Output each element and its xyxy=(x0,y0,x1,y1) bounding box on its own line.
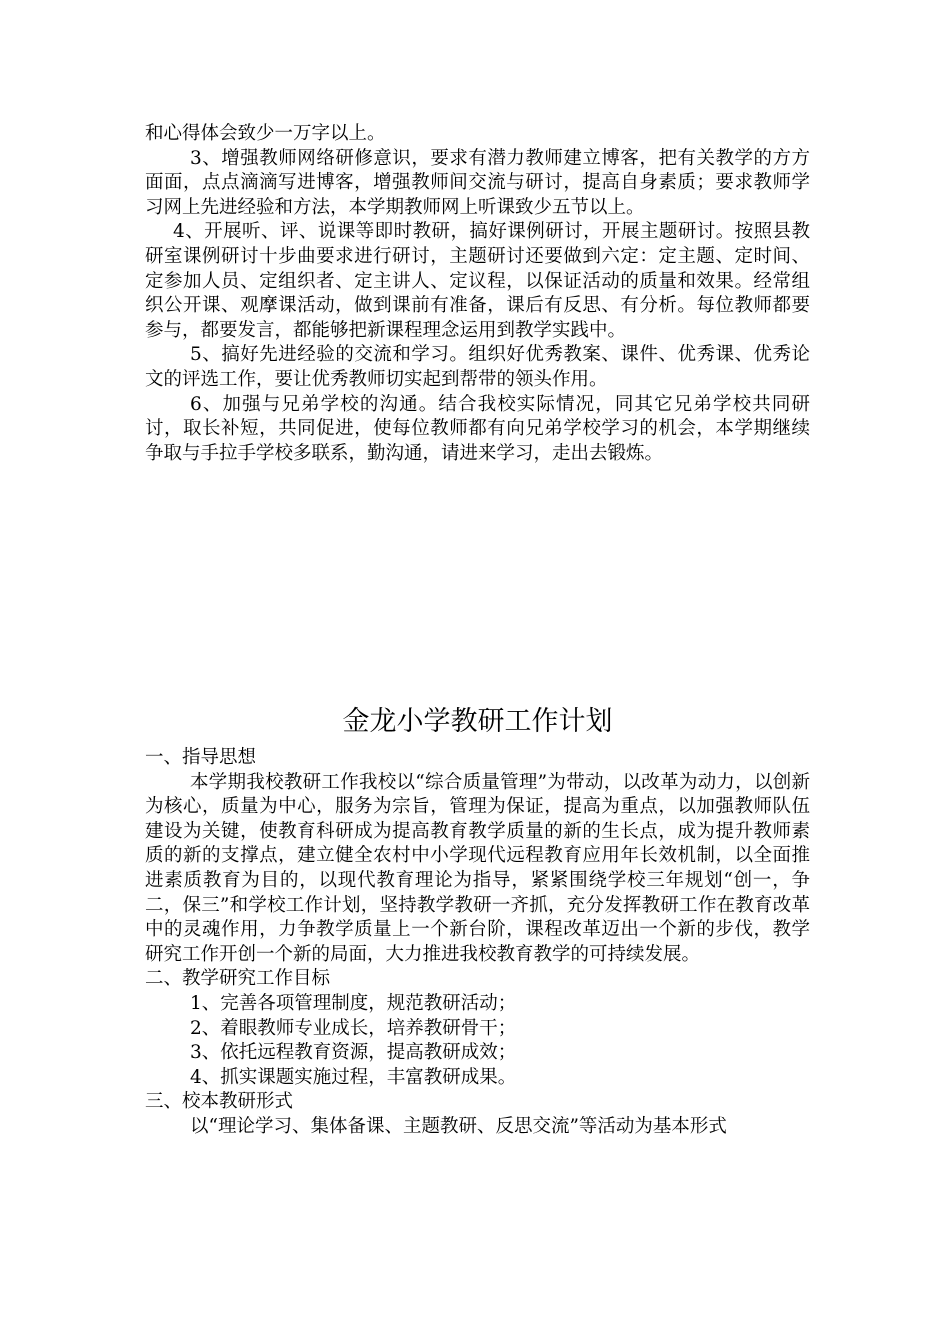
paragraph-item-3: 3、增强教师网络研修意识，要求有潜力教师建立博客，把有关教学的方方面面，点点滴滴写进博客，增强教师间交流与研讨，提高自身素质；要求教师学习网上先进经验和方法，本学期教师网上听课致少五节以上。 xyxy=(145,147,810,218)
section-heading-guiding-thought: 一、指导思想 xyxy=(145,747,257,768)
plan-block xyxy=(145,704,810,1140)
section-heading-research-goals: 二、教学研究工作目标 xyxy=(145,968,331,990)
section-heading-research-forms: 三、校本教研形式 xyxy=(145,1091,294,1113)
goal-list-item: 3、依托远程教育资源，提高教研成效； xyxy=(190,1042,517,1064)
section-body-research-forms: 以“理论学习、集体备课、主题教研、反思交流”等活动为基本形式 xyxy=(190,1115,727,1137)
paragraph-item-6: 6、加强与兄弟学校的沟通。结合我校实际情况，同其它兄弟学校共同研讨，取长补短，共同促进，使每位教师都有向兄弟学校学习的机会，本学期继续争取与手拉手学校多联系，勤沟通，请进来学习，走出去锻炼。 xyxy=(145,393,810,464)
document-title: 金龙小学教研工作计划 xyxy=(342,706,613,737)
paragraph-item-5: 5、搞好先进经验的交流和学习。组织好优秀教案、课件、优秀课、优秀论文的评选工作，要让优秀教师切实起到帮带的领头作用。 xyxy=(145,344,810,390)
paragraph-continuation: 和心得体会致少一万字以上。 xyxy=(145,123,386,144)
paragraph-item-4: 4、开展听、评、说课等即时教研，搞好课例研讨，开展主题研讨。按照县教研室课例研讨十步曲要求进行研讨，主题研讨还要做到六定：定主题、定时间、定参加人员、定组织者、定主讲人、定议程，以保证活动的质量和效果。经常组织公开课、观摩课活动，做到课前有准备，课后有反思、有分析。每位教师都要参与，都要发言，都能够把新课程理念运用到教学实践中。 xyxy=(145,221,810,341)
goal-list-item: 1、完善各项管理制度，规范教研活动； xyxy=(190,992,517,1014)
goal-list-item: 2、着眼教师专业成长，培养教研骨干； xyxy=(190,1017,517,1039)
section-body-guiding-thought: 本学期我校教研工作我校以“综合质量管理”为带动，以改革为动力，以创新为核心，质量为中心，服务为宗旨，管理为保证，提高为重点，以加强教师队伍建设为关键，使教育科研成为提高教育教学质量的新的生长点，成为提升教师素质的新的支撑点，建立健全农村中小学现代远程教育应用年长效机制，以全面推进素质教育为目的，以现代教育理论为指导，紧紧围绕学校三年规划“创一，争二，保三”和学校工作计划，坚持教学教研一齐抓，充分发挥教研工作在教育改革中的灵魂作用，力争教学质量上一个新台阶，课程改革迈出一个新的步伐，教学研究工作开创一个新的局面，大力推进我校教育教学的可持续发展。 xyxy=(145,771,810,965)
goal-list-item: 4、抓实课题实施过程，丰富教研成果。 xyxy=(190,1066,517,1088)
continued-text-block xyxy=(145,122,810,466)
